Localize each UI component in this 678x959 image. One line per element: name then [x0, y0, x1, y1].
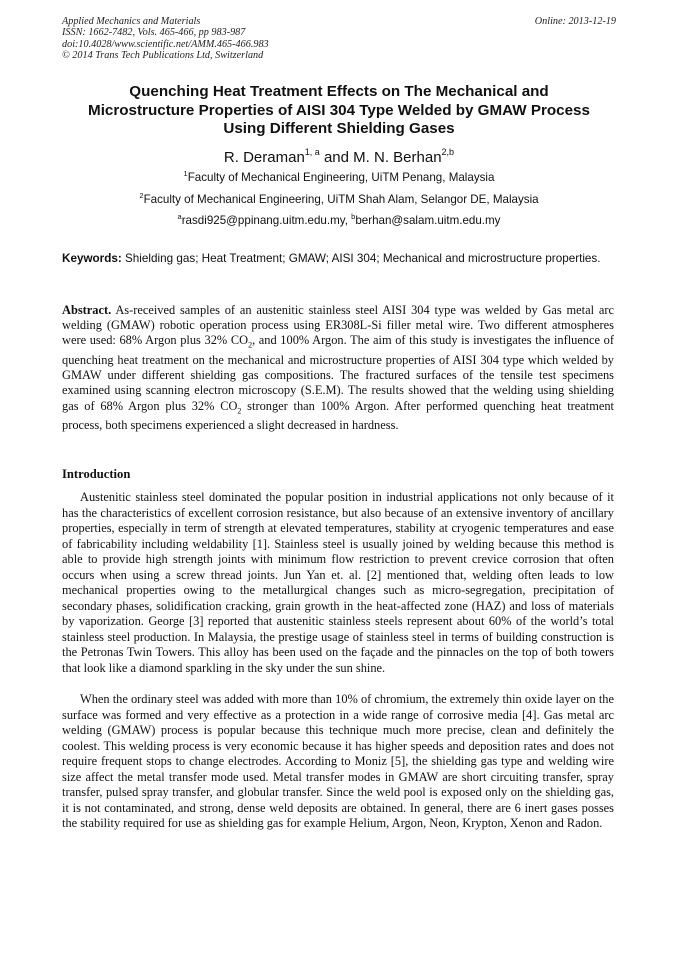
keywords-text: Shielding gas; Heat Treatment; GMAW; AISI 304; Mechanical and microstructure properties. [121, 252, 601, 265]
abstract-text-1: As-received samples of an austenitic stainless steel AISI 304 type was welded by Gas metal arc welding (GMAW) robotic operation process using ER308L-Si filler metal wire. Two different atmospheres were used: 68% Argon plus 32% CO [62, 303, 614, 348]
affiliation-1-sup: 1 [183, 169, 188, 178]
copyright-line: © 2014 Trans Tech Publications Ltd, Switzerland [62, 50, 264, 62]
author-and: and [319, 149, 354, 166]
keywords-block [62, 252, 614, 267]
doi-line: doi:10.4028/www.scientific.net/AMM.465-466.983 [62, 38, 269, 50]
email-line [0, 210, 678, 228]
email-a-sup: a [177, 212, 182, 221]
title-line-1: Quenching Heat Treatment Effects on The Mechanical and [129, 83, 549, 100]
author-line [0, 144, 678, 167]
affiliation-1 [0, 167, 678, 185]
title-line-2: Microstructure Properties of AISI 304 Type Welded by GMAW Process [88, 101, 590, 119]
intro-paragraph-1: Austenitic stainless steel dominated the popular position in industrial applications not only because of it has the characteristics of excellent corrosion resistance, but also because of an extensive inventory of ancillary properties, especially in term of strength at elevated temperatures, stability at cryogenic temperatures and ease of fabricability including weldability [1]. Stainless steel is usually joined by welding because this method is able to provide high strength joints with minimum flow restriction to prevent crevice corrosion that often occurs when using a screw thread joints. Jun Yan et. al. [2] mentioned that, welding often leads to low mechanical properties owing to the metallurgical changes such as micro-segregation, precipitation of secondary phases, solidification cracking, grain growth in the heat-affected zone (HAZ) and loss of materials by vaporization. George [3] reported that austenitic stainless steels represent about 60% of the world’s total stainless steel production. In Malaysia, the prestige usage of stainless steel in terms of building construction is the Petronas Twin Towers. This alloy has been used on the façade and the pinnacles on the top of both towers that look like a diamond sparkling in the sky under the sun shine. [62, 490, 614, 676]
section-heading-introduction: Introduction [62, 467, 131, 481]
affiliation-2-text: Faculty of Mechanical Engineering, UiTM Shah Alam, Selangor DE, Malaysia [143, 192, 539, 206]
issn-line: ISSN: 1662-7482, Vols. 465-466, pp 983-987 [62, 27, 246, 39]
abstract-text-2: , and 100% Argon. The aim of this study is investigates the influence of quenching heat treatment on the mechanical and microstructure properties of AISI 304 type which welded by GMAW under different shielding gas compositions. The fractured surfaces of the tensile test specimens examined using scanning electron microscopy (S.E.M). The results showed that the welding using shielding gas of 68% Argon plus 32% CO [62, 333, 615, 413]
affiliation-1-text: Faculty of Mechanical Engineering, UiTM Penang, Malaysia [187, 170, 495, 184]
abstract-label: Abstract. [62, 303, 112, 317]
email-b: berhan@salam.uitm.edu.my [355, 213, 501, 227]
abstract-text-3: stronger than 100% Argon. After performed quenching heat treatment process, both specimens experienced a slight decreased in hardness. [62, 398, 615, 433]
email-a: rasdi925@ppinang.uitm.edu.my, [181, 213, 352, 227]
journal-header [62, 16, 616, 62]
author-2: M. N. Berhan [353, 149, 442, 166]
journal-name: Applied Mechanics and Materials [62, 16, 201, 27]
abstract-sub-2: 2 [237, 406, 242, 416]
title-line-3: Using Different Shielding Gases [223, 120, 455, 137]
abstract-block [62, 303, 614, 434]
affiliation-2 [0, 189, 678, 207]
author-1: R. Deraman [223, 149, 305, 166]
intro-paragraph-2: When the ordinary steel was added with more than 10% of chromium, the extremely thin oxide layer on the surface was formed and very effective as a protection in a wide range of corrosive media [4]. Gas metal arc welding (GMAW) process is popular because this technique much more precise, clean and definitely the coolest. This welding process is very economic because it has higher speeds and deposition rates and does not require frequent stops to change electrodes. According to Moniz [5], the shielding gas type and welding wire size affect the metal transfer mode used. Metal transfer modes in GMAW are short circuiting transfer, spray transfer, pulsed spray transfer, and globular transfer. Since the weld pool is exposed only on the shielding gas, it is not contaminated, and strong, dense weld deposits are obtained. In general, there are 6 inert gases posses the stability required for use as shielding gas for example Helium, Argon, Neon, Krypton, Xenon and Radon. [62, 692, 614, 831]
author-1-sup: 1, a [304, 147, 320, 157]
author-2-sup: 2,b [441, 147, 455, 157]
keywords-label: Keywords: [62, 252, 122, 265]
online-date: Online: 2013-12-19 [534, 16, 616, 27]
affiliation-2-sup: 2 [139, 191, 144, 200]
email-b-sup: b [351, 212, 356, 221]
abstract-sub-1: 2 [248, 340, 253, 350]
paper-title [40, 83, 638, 139]
